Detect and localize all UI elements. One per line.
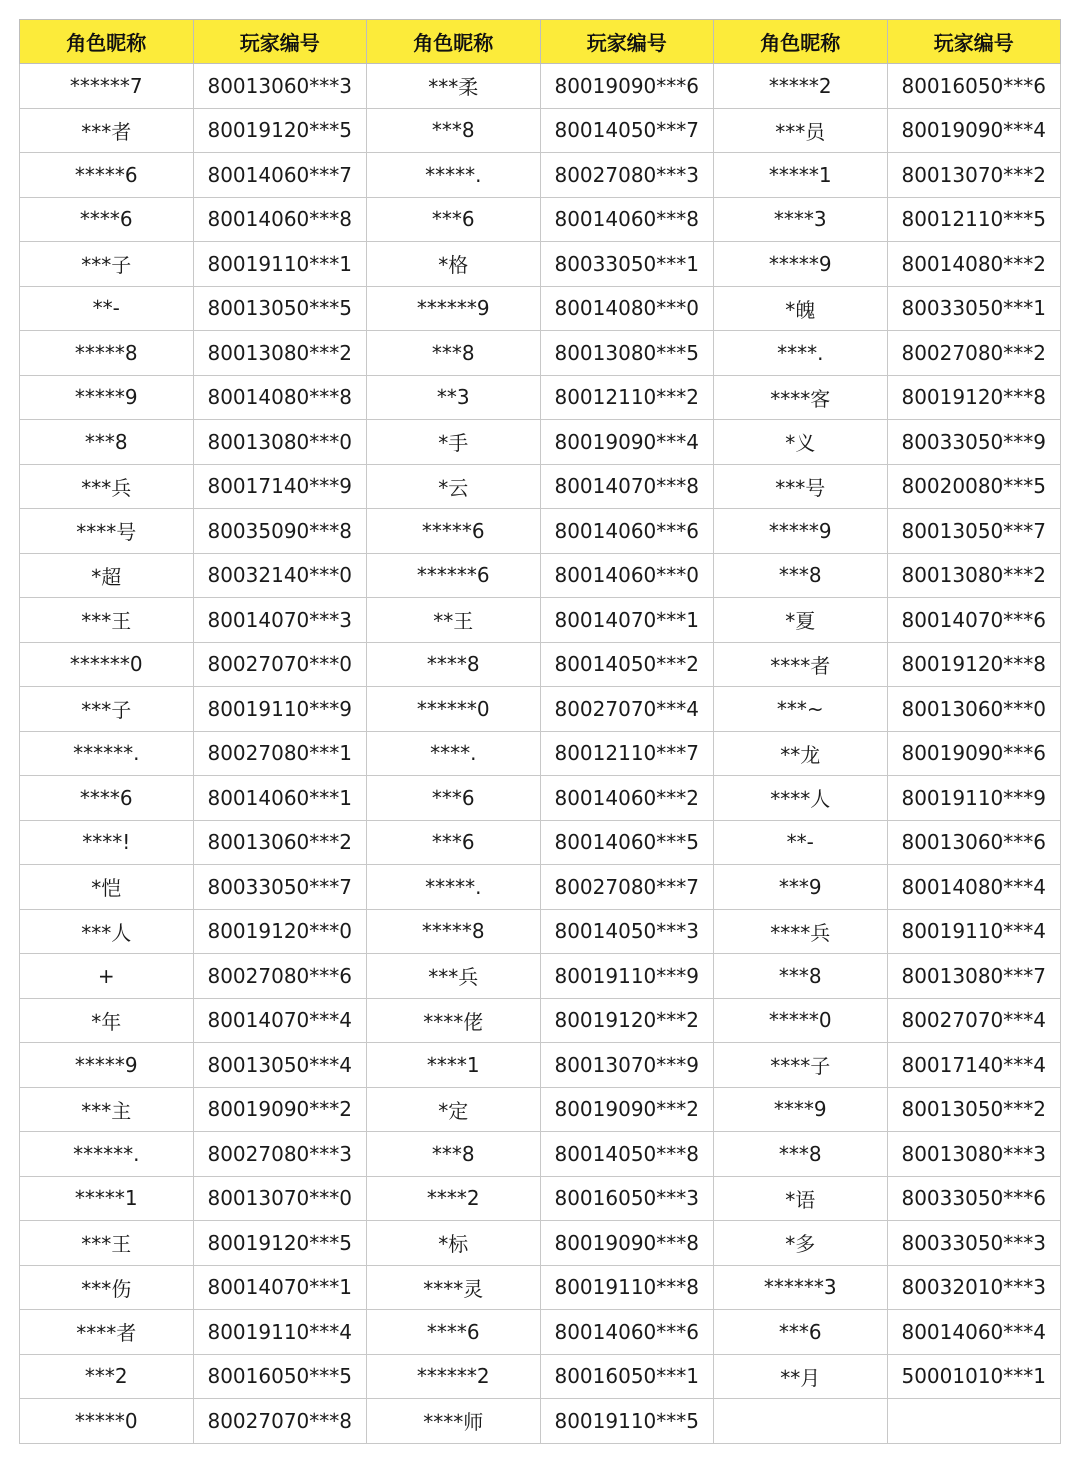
cell-player-id: 80019110***8 [540, 1265, 714, 1310]
cell-player-id: 80014060***0 [540, 553, 714, 598]
cell-player-id: 80027070***4 [887, 998, 1061, 1043]
cell-nickname: ****1 [367, 1043, 541, 1088]
table-row [20, 108, 1061, 153]
cell-nickname: *云 [367, 464, 541, 509]
cell-nickname: ***8 [20, 420, 194, 465]
cell-nickname: ****师 [367, 1399, 541, 1444]
table-row [20, 1221, 1061, 1266]
table-row [20, 687, 1061, 732]
cell-player-id: 80013060***0 [887, 687, 1061, 732]
cell-player-id: 80032140***0 [193, 553, 367, 598]
cell-nickname: *****9 [714, 242, 888, 287]
cell-nickname: ****8 [367, 642, 541, 687]
cell-nickname: *****8 [367, 909, 541, 954]
cell-player-id: 80012110***5 [887, 197, 1061, 242]
table-row [20, 865, 1061, 910]
table-row [20, 731, 1061, 776]
cell-nickname: *****. [367, 153, 541, 198]
cell-player-id: 80027080***3 [193, 1132, 367, 1177]
cell-nickname: **- [20, 286, 194, 331]
cell-player-id: 80013070***9 [540, 1043, 714, 1088]
cell-nickname: ***兵 [20, 464, 194, 509]
cell-nickname: ***王 [20, 1221, 194, 1266]
cell-player-id: 80013050***4 [193, 1043, 367, 1088]
cell-player-id: 80014080***8 [193, 375, 367, 420]
cell-nickname [714, 1399, 888, 1444]
cell-player-id: 80013070***2 [887, 153, 1061, 198]
cell-nickname: ***6 [714, 1310, 888, 1355]
cell-nickname: **月 [714, 1354, 888, 1399]
table-row [20, 1265, 1061, 1310]
cell-player-id: 80014070***3 [193, 598, 367, 643]
cell-nickname: *格 [367, 242, 541, 287]
cell-player-id: 80033050***3 [887, 1221, 1061, 1266]
header-player-id-2: 玩家编号 [540, 20, 714, 64]
cell-player-id: 80027080***2 [887, 331, 1061, 376]
cell-nickname: *****1 [20, 1176, 194, 1221]
cell-player-id: 80019120***2 [540, 998, 714, 1043]
cell-nickname: ****灵 [367, 1265, 541, 1310]
cell-nickname: ******9 [367, 286, 541, 331]
cell-nickname: ***王 [20, 598, 194, 643]
cell-nickname: ****2 [367, 1176, 541, 1221]
cell-nickname: ******. [20, 731, 194, 776]
header-player-id-1: 玩家编号 [193, 20, 367, 64]
cell-nickname: ****. [714, 331, 888, 376]
cell-player-id: 80019120***5 [193, 108, 367, 153]
cell-player-id: 80014080***4 [887, 865, 1061, 910]
cell-nickname: ****兵 [714, 909, 888, 954]
cell-player-id: 80014070***4 [193, 998, 367, 1043]
cell-nickname: ******7 [20, 64, 194, 109]
cell-player-id: 80014060***8 [540, 197, 714, 242]
cell-nickname: *夏 [714, 598, 888, 643]
cell-nickname: ***8 [714, 553, 888, 598]
cell-nickname: ******2 [367, 1354, 541, 1399]
cell-player-id: 80014060***5 [540, 820, 714, 865]
cell-nickname: **3 [367, 375, 541, 420]
cell-player-id: 80019110***1 [193, 242, 367, 287]
cell-player-id: 80013060***6 [887, 820, 1061, 865]
cell-nickname: *****2 [714, 64, 888, 109]
table-row [20, 1043, 1061, 1088]
cell-player-id: 80019120***0 [193, 909, 367, 954]
cell-nickname: *****1 [714, 153, 888, 198]
cell-player-id: 80033050***1 [540, 242, 714, 287]
header-nickname-2: 角色昵称 [367, 20, 541, 64]
cell-player-id: 80019090***2 [540, 1087, 714, 1132]
cell-player-id: 80019110***9 [540, 954, 714, 999]
cell-player-id: 80013080***3 [887, 1132, 1061, 1177]
cell-player-id: 80014070***1 [540, 598, 714, 643]
cell-nickname: ***员 [714, 108, 888, 153]
table-header [20, 20, 1061, 64]
table-row [20, 242, 1061, 287]
cell-player-id: 80014050***7 [540, 108, 714, 153]
cell-nickname: *语 [714, 1176, 888, 1221]
cell-nickname: *定 [367, 1087, 541, 1132]
table-row [20, 375, 1061, 420]
cell-nickname: *魄 [714, 286, 888, 331]
cell-nickname: ****人 [714, 776, 888, 821]
cell-player-id: 80027080***6 [193, 954, 367, 999]
cell-player-id: 80016050***3 [540, 1176, 714, 1221]
cell-nickname: ***子 [20, 687, 194, 732]
cell-nickname: ***6 [367, 197, 541, 242]
cell-player-id: 80019090***2 [193, 1087, 367, 1132]
cell-nickname: ***兵 [367, 954, 541, 999]
cell-player-id: 80027080***3 [540, 153, 714, 198]
cell-nickname: ***8 [367, 108, 541, 153]
cell-nickname: *恺 [20, 865, 194, 910]
cell-nickname: + [20, 954, 194, 999]
cell-nickname: ***伤 [20, 1265, 194, 1310]
cell-nickname: ******. [20, 1132, 194, 1177]
cell-player-id: 80019090***4 [540, 420, 714, 465]
cell-player-id: 80013060***3 [193, 64, 367, 109]
table-row [20, 642, 1061, 687]
cell-nickname: ***号 [714, 464, 888, 509]
cell-nickname: ***主 [20, 1087, 194, 1132]
table-row [20, 776, 1061, 821]
cell-nickname: *****9 [714, 509, 888, 554]
cell-player-id: 80013050***2 [887, 1087, 1061, 1132]
cell-nickname: ****! [20, 820, 194, 865]
cell-player-id: 80014080***2 [887, 242, 1061, 287]
cell-player-id: 80033050***6 [887, 1176, 1061, 1221]
cell-player-id: 80012110***2 [540, 375, 714, 420]
cell-nickname: ****者 [20, 1310, 194, 1355]
cell-player-id: 80014060***1 [193, 776, 367, 821]
cell-player-id: 80013080***0 [193, 420, 367, 465]
table-row [20, 1354, 1061, 1399]
cell-nickname: ****6 [20, 197, 194, 242]
cell-player-id: 80035090***8 [193, 509, 367, 554]
cell-player-id: 80013080***7 [887, 954, 1061, 999]
cell-nickname: ***8 [714, 954, 888, 999]
cell-nickname: ***8 [367, 331, 541, 376]
cell-player-id: 80014050***3 [540, 909, 714, 954]
cell-player-id: 80019090***6 [540, 64, 714, 109]
cell-nickname: ****9 [714, 1087, 888, 1132]
cell-player-id: 80016050***1 [540, 1354, 714, 1399]
cell-player-id: 80014060***6 [540, 509, 714, 554]
table-row [20, 1399, 1061, 1444]
table-row [20, 1087, 1061, 1132]
cell-nickname: ***~ [714, 687, 888, 732]
cell-player-id: 80019110***9 [887, 776, 1061, 821]
cell-nickname: ******6 [367, 553, 541, 598]
cell-player-id [887, 1399, 1061, 1444]
table-row [20, 286, 1061, 331]
cell-player-id: 80019120***8 [887, 642, 1061, 687]
cell-nickname: *超 [20, 553, 194, 598]
cell-nickname: ******0 [367, 687, 541, 732]
cell-nickname: *****9 [20, 1043, 194, 1088]
cell-player-id: 80027080***1 [193, 731, 367, 776]
cell-player-id: 80014050***8 [540, 1132, 714, 1177]
cell-player-id: 80019110***5 [540, 1399, 714, 1444]
cell-nickname: ***子 [20, 242, 194, 287]
table-row [20, 153, 1061, 198]
player-table-container [19, 19, 1061, 1444]
cell-nickname: *****6 [20, 153, 194, 198]
cell-player-id: 80033050***9 [887, 420, 1061, 465]
table-row [20, 420, 1061, 465]
cell-player-id: 80019110***9 [193, 687, 367, 732]
cell-player-id: 80014070***6 [887, 598, 1061, 643]
table-body [20, 64, 1061, 1444]
cell-player-id: 80013080***2 [887, 553, 1061, 598]
cell-nickname: **- [714, 820, 888, 865]
cell-player-id: 80014070***8 [540, 464, 714, 509]
cell-player-id: 80020080***5 [887, 464, 1061, 509]
cell-nickname: ***6 [367, 820, 541, 865]
cell-nickname: *手 [367, 420, 541, 465]
cell-player-id: 80013070***0 [193, 1176, 367, 1221]
table-row [20, 1132, 1061, 1177]
table-row [20, 998, 1061, 1043]
header-nickname-3: 角色昵称 [714, 20, 888, 64]
cell-nickname: ****3 [714, 197, 888, 242]
cell-player-id: 80016050***6 [887, 64, 1061, 109]
cell-nickname: ***柔 [367, 64, 541, 109]
cell-player-id: 80013050***7 [887, 509, 1061, 554]
cell-player-id: 80016050***5 [193, 1354, 367, 1399]
cell-player-id: 80013080***2 [193, 331, 367, 376]
cell-player-id: 80013060***2 [193, 820, 367, 865]
cell-nickname: ***者 [20, 108, 194, 153]
cell-nickname: *****0 [714, 998, 888, 1043]
cell-nickname: ***8 [367, 1132, 541, 1177]
cell-player-id: 80027070***0 [193, 642, 367, 687]
cell-player-id: 80019120***8 [887, 375, 1061, 420]
player-table [19, 19, 1061, 1444]
cell-nickname: ****. [367, 731, 541, 776]
cell-nickname: **龙 [714, 731, 888, 776]
cell-nickname: **王 [367, 598, 541, 643]
table-row [20, 331, 1061, 376]
table-row [20, 464, 1061, 509]
cell-player-id: 80014060***6 [540, 1310, 714, 1355]
table-row [20, 909, 1061, 954]
cell-nickname: *****. [367, 865, 541, 910]
cell-nickname: ******0 [20, 642, 194, 687]
cell-player-id: 80019090***8 [540, 1221, 714, 1266]
cell-nickname: *****0 [20, 1399, 194, 1444]
cell-nickname: ****子 [714, 1043, 888, 1088]
table-row [20, 954, 1061, 999]
cell-nickname: *****6 [367, 509, 541, 554]
cell-player-id: 80019090***4 [887, 108, 1061, 153]
cell-nickname: ****6 [367, 1310, 541, 1355]
cell-nickname: *年 [20, 998, 194, 1043]
cell-nickname: ***2 [20, 1354, 194, 1399]
header-player-id-3: 玩家编号 [887, 20, 1061, 64]
cell-player-id: 80033050***1 [887, 286, 1061, 331]
cell-nickname: *标 [367, 1221, 541, 1266]
cell-player-id: 80014060***2 [540, 776, 714, 821]
cell-nickname: ***9 [714, 865, 888, 910]
header-row [20, 20, 1061, 64]
cell-player-id: 80019090***6 [887, 731, 1061, 776]
cell-player-id: 80017140***9 [193, 464, 367, 509]
cell-nickname: ****佬 [367, 998, 541, 1043]
cell-nickname: *****9 [20, 375, 194, 420]
cell-player-id: 80027070***8 [193, 1399, 367, 1444]
cell-player-id: 80012110***7 [540, 731, 714, 776]
table-row [20, 820, 1061, 865]
cell-player-id: 80014060***8 [193, 197, 367, 242]
table-row [20, 197, 1061, 242]
cell-nickname: ****号 [20, 509, 194, 554]
cell-nickname: ****者 [714, 642, 888, 687]
cell-nickname: ******3 [714, 1265, 888, 1310]
cell-nickname: ***8 [714, 1132, 888, 1177]
table-row [20, 598, 1061, 643]
table-row [20, 509, 1061, 554]
cell-player-id: 80032010***3 [887, 1265, 1061, 1310]
table-row [20, 553, 1061, 598]
table-row [20, 64, 1061, 109]
cell-player-id: 80033050***7 [193, 865, 367, 910]
cell-player-id: 80013080***5 [540, 331, 714, 376]
cell-player-id: 80019110***4 [193, 1310, 367, 1355]
cell-player-id: 80014060***7 [193, 153, 367, 198]
cell-player-id: 80027080***7 [540, 865, 714, 910]
cell-nickname: *义 [714, 420, 888, 465]
cell-player-id: 80014050***2 [540, 642, 714, 687]
cell-player-id: 80014080***0 [540, 286, 714, 331]
cell-nickname: ***人 [20, 909, 194, 954]
cell-player-id: 80014070***1 [193, 1265, 367, 1310]
cell-nickname: ***6 [367, 776, 541, 821]
table-row [20, 1176, 1061, 1221]
cell-player-id: 80017140***4 [887, 1043, 1061, 1088]
cell-nickname: ****6 [20, 776, 194, 821]
cell-player-id: 80013050***5 [193, 286, 367, 331]
header-nickname-1: 角色昵称 [20, 20, 194, 64]
cell-player-id: 50001010***1 [887, 1354, 1061, 1399]
cell-player-id: 80027070***4 [540, 687, 714, 732]
cell-player-id: 80014060***4 [887, 1310, 1061, 1355]
cell-player-id: 80019120***5 [193, 1221, 367, 1266]
cell-nickname: *****8 [20, 331, 194, 376]
cell-player-id: 80019110***4 [887, 909, 1061, 954]
table-row [20, 1310, 1061, 1355]
cell-nickname: *多 [714, 1221, 888, 1266]
cell-nickname: ****客 [714, 375, 888, 420]
